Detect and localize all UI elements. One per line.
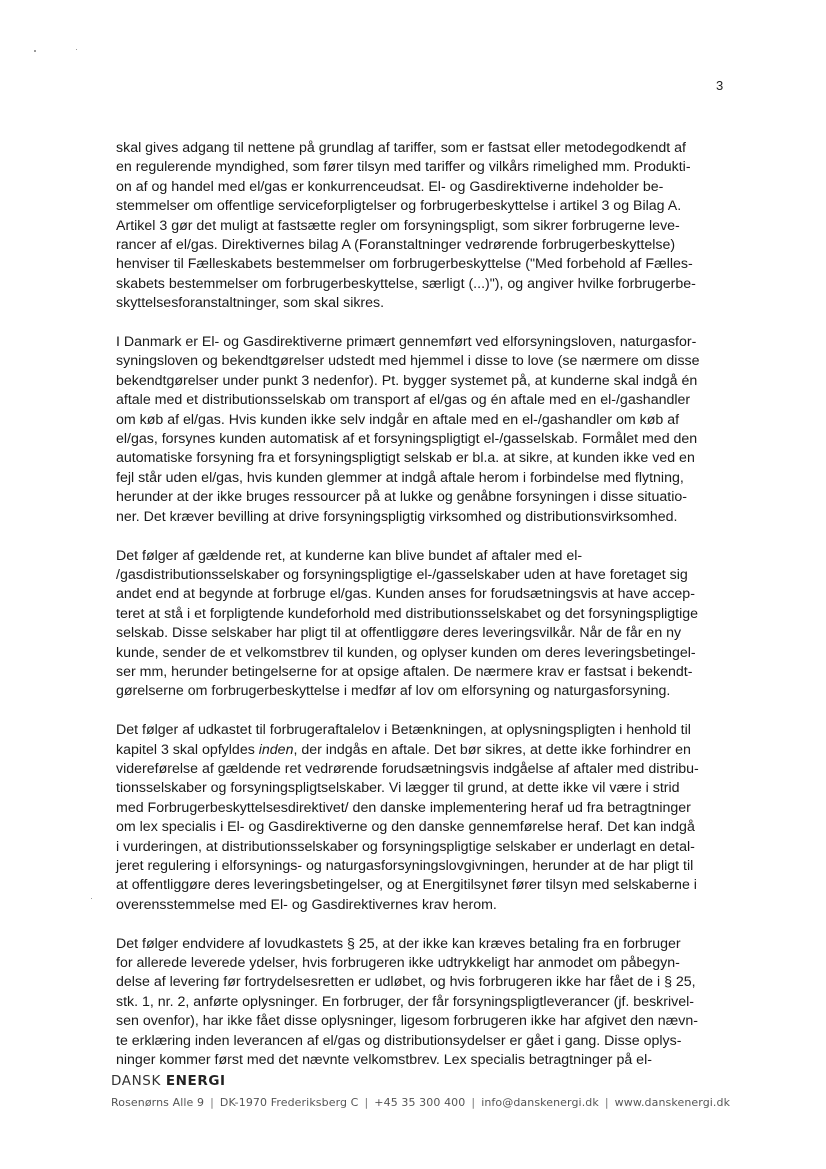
text-line: skabets bestemmelser om forbrugerbeskyttelse, særligt (...)"), og angiver hvilke forbrugerbe- — [116, 275, 696, 292]
text-line: for allerede leverede ydelser, hvis forbrugeren ikke udtrykkeligt har anmodet om påbegyn- — [116, 955, 680, 971]
text-line: syningsloven og bekendtgørelser udstedt med hjemmel i disse to love (se nærmere om disse — [116, 353, 700, 370]
text-line: jeret regulering i elforsynings- og naturgasforsyningslovgivningen, herunder at de har pligt til — [116, 857, 694, 874]
text-line: rancer af el/gas. Direktivernes bilag A (Foranstaltninger vedrørende forbrugerbeskyttelse) — [116, 237, 676, 254]
text-line: aftale med et distributionsselskab om transport af el/gas og én aftale med en el-/gashandler — [116, 392, 691, 409]
text-line: bekendtgørelser under punkt 3 nedenfor). Pt. bygger systemet på, at kunderne skal indgå én — [116, 372, 698, 389]
paragraph-3 — [116, 547, 728, 702]
text-line: delse af levering før fortrydelsesretten er udløbet, og hvis forbrugeren ikke har fået de i § 25, — [116, 974, 696, 991]
website-address: www.danskenergi.dk — [614, 1096, 731, 1109]
text-segment: kapitel 3 skal opfyldes — [116, 741, 259, 758]
text-line: automatiske forsyning fra et forsyningspligtigt selskab er bl.a. at sikre, at kunden ikke ved en — [116, 450, 695, 467]
text-line: om køb af el/gas. Hvis kunden ikke selv indgår en aftale med en el-/gashandler om køb af — [116, 411, 680, 428]
text-line: Det følger af udkastet til forbrugeraftalelov i Betænkningen, at oplysningspligten i henhold til — [116, 722, 691, 739]
text-line: henviser til Fælleskabets bestemmelser om forbrugerbeskyttelse ("Med forbehold af Fælles- — [116, 256, 693, 273]
text-line: overensstemmelse med El- og Gasdirektivernes krav herom. — [116, 896, 497, 913]
logo-word-dansk: DANSK — [111, 1073, 161, 1089]
document-body — [116, 139, 728, 1090]
text-line: om lex specialis i El- og Gasdirektiverne og den danske gennemførelse heraf. Det kan indgå — [116, 819, 695, 836]
logo-word-energi: ENERGI — [165, 1073, 226, 1089]
text-line: gørelserne om forbrugerbeskyttelse i medfør af lov om elforsyning og naturgasforsyning. — [116, 683, 671, 700]
text-line: skyttelsesforanstaltninger, som skal sikres. — [116, 295, 385, 312]
text-line: en regulerende myndighed, som fører tilsyn med tariffer og vilkårs rimelighed mm. Produkti- — [116, 159, 691, 176]
text-line: Det følger endvidere af lovudkastets § 25, at der ikke kan kræves betaling fra en forbruger — [116, 935, 681, 952]
text-line: te erklæring inden leverancen af el/gas og distributionsydelser er gået i gang. Disse oplys- — [116, 1032, 682, 1049]
scan-mark — [34, 50, 36, 52]
separator: | — [604, 1096, 609, 1109]
text-line: ser mm, herunder betingelserne for at opsige aftalen. De nærmere krav er fastsat i bekendt- — [116, 663, 693, 680]
separator: | — [471, 1096, 476, 1109]
text-line: on af og handel med el/gas er konkurrenceudsat. El- og Gasdirektiverne indeholder be- — [116, 178, 664, 195]
paragraph-2 — [116, 333, 728, 527]
paragraph-1 — [116, 139, 728, 314]
page-number: 3 — [716, 78, 724, 93]
text-line: teret at stå i et forpligtende kundeforhold med distributionsselskabet og det forsyningspligtige — [116, 605, 699, 622]
postal-address: DK-1970 Frederiksberg C — [219, 1096, 359, 1109]
separator: | — [364, 1096, 369, 1109]
contact-line — [111, 1096, 731, 1109]
text-line-with-emphasis — [116, 741, 728, 760]
text-line: skal gives adgang til nettene på grundlag af tariffer, som er fastsat eller metodegodkendt af — [116, 140, 686, 156]
company-logo — [111, 1073, 731, 1090]
scan-mark — [76, 49, 77, 50]
text-line: selskab. Disse selskaber har pligt til at offentliggøre deres leveringsvilkår. Når de får en ny — [116, 625, 682, 642]
text-line: fejl står uden el/gas, hvis kunden glemmer at indgå aftale herom i forbindelse med flytning, — [116, 469, 684, 486]
phone-number: +45 35 300 400 — [374, 1096, 466, 1109]
email-address: info@danskenergi.dk — [481, 1096, 599, 1109]
text-line: I Danmark er El- og Gasdirektiverne primært gennemført ved elforsyningsloven, naturgasfor- — [116, 334, 697, 351]
text-line: at offentliggøre deres leveringsbetingelser, og at Energitilsynet fører tilsyn med selskaberne i — [116, 877, 697, 894]
text-line: sen ovenfor), har ikke fået disse oplysninger, ligesom forbrugeren ikke har afgivet den nævn- — [116, 1013, 698, 1030]
text-line: med Forbrugerbeskyttelsesdirektivet/ den danske implementering heraf ud fra betragtninger — [116, 799, 691, 816]
paragraph-5 — [116, 935, 728, 1071]
text-segment: , der indgås en aftale. Det bør sikres, at dette ikke forhindrer en — [293, 741, 691, 758]
text-line: stemmelser om offentlige serviceforpligtelser og forbrugerbeskyttelse i artikel 3 og Bilag A. — [116, 198, 682, 215]
text-line: Det følger af gældende ret, at kunderne kan blive bundet af aftaler med el- — [116, 547, 583, 564]
letterhead-footer — [111, 1073, 731, 1109]
text-line: kunde, sender de et velkomstbrev til kunden, og oplyser kunden om deres leveringsbetingel- — [116, 644, 696, 661]
scan-mark — [91, 898, 92, 899]
text-line: ner. Det kræver bevilling at drive forsyningspligtig virksomhed og distributionsvirksomhed. — [116, 508, 678, 525]
text-line: el/gas, forsynes kunden automatisk af et forsyningspligtigt el-/gasselskab. Formålet med den — [116, 431, 698, 448]
emphasized-word: inden — [258, 741, 294, 758]
text-line: /gasdistributionsselskaber og forsyningspligtige el-/gasselskaber uden at have foretaget sig — [116, 566, 688, 583]
text-line: videreførelse af gældende ret vedrørende forudsætningsvis indgåelse af aftaler med distribu- — [116, 760, 699, 777]
text-line: Artikel 3 gør det muligt at fastsætte regler om forsyningspligt, som sikrer forbrugerne leve- — [116, 217, 680, 234]
paragraph-4 — [116, 721, 728, 915]
street-address: Rosenørns Alle 9 — [111, 1096, 205, 1109]
separator: | — [210, 1096, 214, 1109]
text-line: stk. 1, nr. 2, anførte oplysninger. En forbruger, der får forsyningspligtleverancer (jf. beskrivel- — [116, 993, 695, 1010]
text-line: tionsselskaber og forsyningspligtselskaber. Vi lægger til grund, at dette ikke vil være i strid — [116, 780, 680, 797]
text-line: ninger kommer først med det nævnte velkomstbrev. Lex specialis betragtninger på el- — [116, 1052, 652, 1069]
text-line: herunder at der ikke bruges ressourcer på at lukke og genåbne forsyningen i disse situatio- — [116, 489, 687, 506]
text-line: andet end at begynde at forbruge el/gas. Kunden anses for forudsætningsvis at have accep- — [116, 586, 695, 603]
text-line: i vurderingen, at distributionsselskaber og forsyningspligtige selskaber er underlagt en detal- — [116, 838, 695, 855]
